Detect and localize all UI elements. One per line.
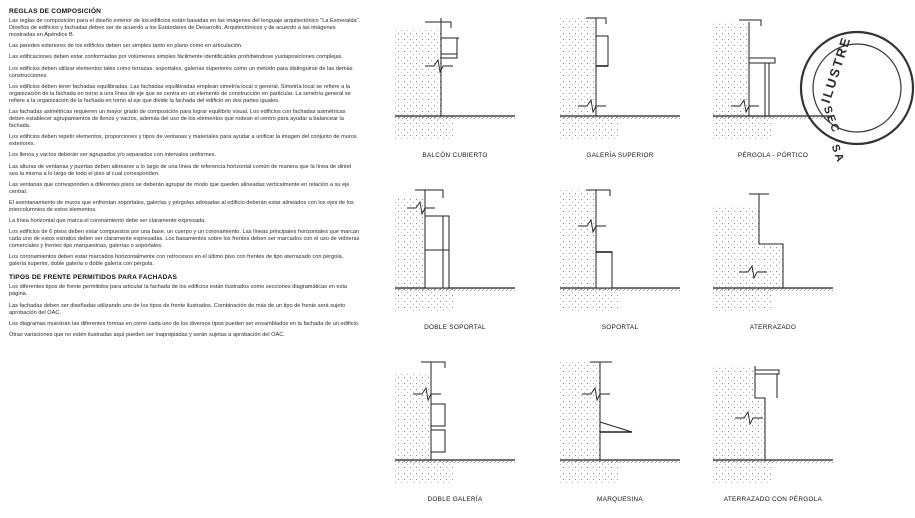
wall-fill xyxy=(713,22,749,116)
ground-hatch xyxy=(713,460,833,463)
ground-fill xyxy=(560,460,618,484)
diagram-caption: SOPORTAL xyxy=(601,324,639,331)
diagram-marquesina xyxy=(550,352,690,502)
section-heading-frontage-types: TIPOS DE FRENTE PERMITIDOS PARA FACHADAS xyxy=(9,274,178,282)
seal-text-1: ILUSTRE xyxy=(817,34,854,105)
diagram-doble-galeria xyxy=(385,352,525,502)
ground-hatch xyxy=(395,460,515,463)
diagram-aterrazado xyxy=(703,180,843,330)
paragraph: Los diagramas muestran las diferentes formas en como cada uno de los diversos tipos pueden ser ensamblados en la fachada de un edificio. xyxy=(9,320,360,327)
lower-gallery xyxy=(431,430,445,452)
diagram-grid xyxy=(380,0,842,518)
seal-text-3: SA xyxy=(828,142,847,166)
paragraph: Las alturas de ventanas y puertas deben alinearse a lo largo de una línea de referencia horizontal común de manera que la línea de dintel sea la misma a lo largo de todo el piso al cual corresponden. xyxy=(9,163,352,177)
ground-hatch xyxy=(560,116,680,119)
section-drawing xyxy=(550,8,690,148)
arcade-column xyxy=(596,252,612,288)
diagram-aterrazado-pergola xyxy=(703,352,843,502)
gallery-column xyxy=(596,36,608,66)
diagram-caption: MARQUESINA xyxy=(597,496,643,503)
paragraph: El aventanamiento de muros que enfrentan soportales, galerías y pérgolas adosadas al edificio deberán estar alineados con los ejes de los intercolumnios de estos elementos. xyxy=(9,199,354,213)
wall-fill xyxy=(395,30,441,116)
paragraph: Las fachadas asimétricas requieren un mayor grado de composición para lograr equilibrio visual. Los edificios con fachadas asimétricas deben establecer agrupamientos de llenos y vacíos, además del uso de los elementos que rodean el centro para ayudar a balancear la fachada. xyxy=(9,108,346,129)
paragraph: Los edificios deben repetir elementos, proporciones y tipos de ventanas y materiales para ayudar a unificar la imagen del conjunto de muros exteriores. xyxy=(9,134,357,148)
ground-hatch xyxy=(713,288,833,291)
diagram-caption: GALERÍA SUPERIOR xyxy=(586,152,654,159)
paragraph: Los edificios deben utilizar elementos tales como terrazas, soportales, galerías superiores como un método para distinguirse de las demás construcciones. xyxy=(9,65,353,79)
section-drawing xyxy=(385,8,525,148)
wall-fill xyxy=(713,206,759,288)
paragraph: Otras variaciones que no estén ilustradas aquí pueden ser inapropiadas y serán sujetas a aprobación del OAC. xyxy=(9,332,285,338)
paragraph: Las paredes exteriores de los edificios deben ser simples tanto en plano como en articulación. xyxy=(9,43,243,50)
ground-fill xyxy=(395,460,453,484)
seal-stamp xyxy=(795,28,915,188)
paragraph: Los coronamientos deben estar marcados horizontalmente con retrocesos en el último piso con frentes de tipo aterrazado con pérgola, galería superior, doble galería o doble galería con pérgola. xyxy=(9,254,344,268)
section-drawing xyxy=(703,352,843,492)
balcony-slab xyxy=(441,54,457,58)
pergola-beam xyxy=(755,370,779,374)
paragraph: Las fachadas deben ser diseñadas utilizando uno de los tipos de frente ilustrados. Combinación de más de un tipo de frente será sujeto aprobación del OAC. xyxy=(9,302,346,316)
section-drawing xyxy=(550,180,690,320)
roof-cornice xyxy=(425,22,451,28)
paragraph: Los llenos y vacíos deberán ser agrupados y/o separados con intervalos uniformes. xyxy=(9,152,217,159)
wall-fill xyxy=(395,372,431,460)
roof-cornice xyxy=(421,362,445,368)
lower-volume xyxy=(755,398,765,460)
lower-arcade xyxy=(425,250,449,288)
lower-volume xyxy=(759,244,783,288)
canopy xyxy=(600,422,632,432)
upper-gallery xyxy=(431,404,445,426)
paragraph: Las reglas de composición para el diseño exterior de los edificios están basadas en las imágenes del lenguaje arquitectónico "La Esmeralda". Diseños de edificios y fachadas deben ser de acuerdo a los Estándares de Desarrollo, Arquitectónicos y de acuerdo a las imágenes mostradas en Apéndice B. xyxy=(9,18,361,38)
paragraph: Las edificaciones deben estar conformadas por volúmenes simples fácilmente identificables prohibiéndose yuxtaposiciones complejas. xyxy=(9,54,343,61)
section-drawing xyxy=(703,180,843,320)
paragraph: Los edificios de 6 pisos deben estar compuestos por una base, un cuerpo y un coronamiento. Las líneas principales horizontales que marcan cada uno de estos estratos deben ser claramente expresadas. Los basamentos sobre los frentes deben ser marcados con el uso de vidrieras comerciales y frentes tipo marquesinas, galerías o soportales. xyxy=(9,229,360,250)
paragraph: Los diferentes tipos de frente permitidos para articular la fachada de los edificios están ilustrados como secciones diagramáticas en esta página. xyxy=(9,284,347,298)
seal-ring xyxy=(795,28,915,188)
ground-hatch xyxy=(560,460,680,463)
ground-fill xyxy=(395,288,453,312)
seal-text-2: SEC xyxy=(820,104,842,136)
wall-fill xyxy=(395,198,425,288)
pergola-beam xyxy=(749,58,775,63)
ground-fill xyxy=(395,116,453,140)
ground-hatch xyxy=(395,116,515,119)
section-drawing xyxy=(550,352,690,492)
ground-hatch xyxy=(395,288,515,291)
diagram-doble-soportal xyxy=(385,180,525,330)
ground-fill xyxy=(713,288,771,312)
ground-fill xyxy=(713,116,771,140)
diagram-caption: DOBLE SOPORTAL xyxy=(424,324,486,331)
paragraph: Los edificios deben tener fachadas equilibradas. Las fachadas equilibradas emplean simetría local o general. Simetría local se refiere a la organización de la fachada en torno a una línea de eje que se centra en un elemento de construcción en particular. La simetría general se refiere a la organización de la fachada en torno al eje que divide la fachada del edificio en dos partes iguales. xyxy=(9,83,351,104)
paragraph: La línea horizontal que marca el coronamiento debe ser claramente expresada. xyxy=(9,218,206,225)
ground-fill xyxy=(560,288,618,312)
ground-fill xyxy=(713,460,771,484)
wall-fill xyxy=(713,366,755,460)
wall-fill xyxy=(560,190,596,288)
diagram-caption: PÉRGOLA - PÓRTICO xyxy=(737,152,809,159)
diagram-galeria xyxy=(550,8,690,158)
wall-fill xyxy=(560,362,600,460)
diagram-soportal xyxy=(550,180,690,330)
section-heading-composition: REGLAS DE COMPOSICIÓN xyxy=(9,8,102,15)
ground-hatch xyxy=(560,288,680,291)
diagram-caption: ATERRAZADO xyxy=(749,324,797,331)
diagram-caption: BALCÓN CUBIERTO xyxy=(422,152,488,159)
text-column xyxy=(9,8,361,343)
composition-rules xyxy=(9,18,361,268)
diagram-caption: ATERRAZADO CON PÉRGOLA xyxy=(723,496,823,503)
section-drawing xyxy=(385,352,525,492)
diagram-caption: DOBLE GALERÍA xyxy=(427,496,483,503)
upper-arcade xyxy=(425,216,449,250)
frontage-types-text xyxy=(9,284,361,339)
paragraph: Las ventanas que corresponden a diferentes pisos se deberán agrupar de modo que queden alineadas verticalmente en relación a su eje central. xyxy=(9,181,350,195)
diagram-balcon xyxy=(385,8,525,158)
ground-fill xyxy=(560,116,618,140)
section-drawing xyxy=(385,180,525,320)
roof-cornice xyxy=(415,190,443,198)
